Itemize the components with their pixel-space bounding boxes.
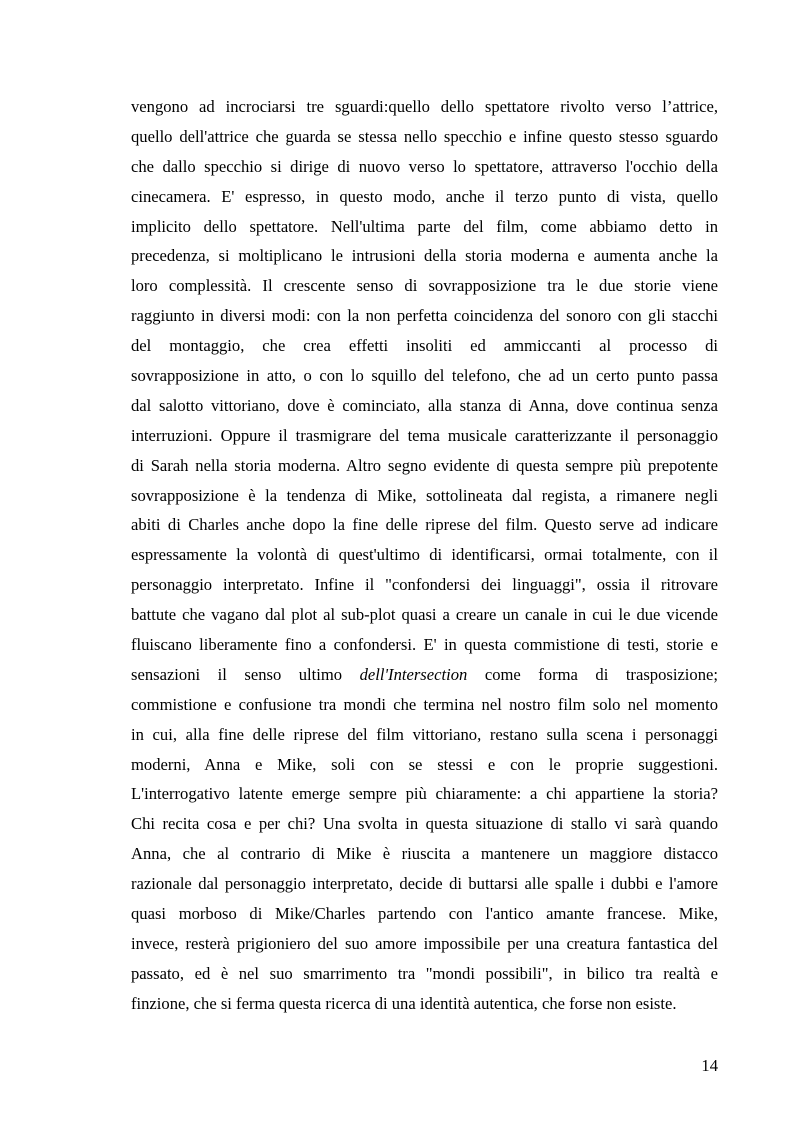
- text-line: passato, ed è nel suo smarrimento tra "mondi possibili", in bilico tra realtà e: [131, 963, 718, 983]
- text-line: vengono ad incrociarsi tre sguardi:quello dello spettatore rivolto verso l’attrice,: [131, 97, 718, 116]
- page-number: 14: [701, 1056, 718, 1075]
- text-line: del montaggio, che crea effetti insoliti ed ammiccanti al processo di: [131, 336, 718, 356]
- text-line: precedenza, si moltiplicano le intrusioni della storia moderna e aumenta anche la: [131, 246, 718, 266]
- text-line: finzione, che si ferma questa ricerca di una identità autentica, che forse non esiste.: [131, 993, 677, 1013]
- text-line: di Sarah nella storia moderna. Altro segno evidente di questa sempre più prepotente: [131, 455, 718, 475]
- text-line: dal salotto vittoriano, dove è cominciato, alla stanza di Anna, dove continua senza: [131, 395, 718, 415]
- text-line: invece, resterà prigioniero del suo amore impossibile per una creatura fantastica del: [131, 933, 718, 953]
- text-line: interruzioni. Oppure il trasmigrare del tema musicale caratterizzante il personaggio: [131, 425, 718, 445]
- text-line: abiti di Charles anche dopo la fine delle riprese del film. Questo serve ad indicare: [131, 515, 718, 535]
- text-segment: come forma di trasposizione;: [467, 664, 718, 684]
- text-line: in cui, alla fine delle riprese del film vittoriano, restano sulla scena i personaggi: [131, 724, 718, 744]
- text-line: loro complessità. Il crescente senso di sovrapposizione tra le due storie viene: [131, 276, 718, 296]
- text-line: personaggio interpretato. Infine il "confondersi dei linguaggi", ossia il ritrovare: [131, 575, 718, 595]
- text-line: moderni, Anna e Mike, soli con se stessi e con le proprie suggestioni.: [131, 754, 718, 774]
- text-line: razionale dal personaggio interpretato, decide di buttarsi alle spalle i dubbi e l'amore: [131, 874, 718, 894]
- text-line: cinecamera. E' espresso, in questo modo, anche il terzo punto di vista, quello: [131, 186, 718, 206]
- italic-term: dell'Intersection: [359, 664, 468, 684]
- text-line: quello dell'attrice che guarda se stessa nello specchio e infine questo stesso sguardo: [131, 126, 718, 146]
- text-line: che dallo specchio si dirige di nuovo verso lo spettatore, attraverso l'occhio della: [131, 156, 718, 176]
- text-segment: sensazioni il senso ultimo: [131, 664, 360, 684]
- body-paragraph: [131, 92, 718, 1019]
- text-line: Anna, che al contrario di Mike è riuscita a mantenere un maggiore distacco: [131, 844, 718, 864]
- text-line: implicito dello spettatore. Nell'ultima parte del film, come abbiamo detto in: [131, 216, 718, 236]
- text-line-with-italic: [131, 660, 718, 690]
- text-line: espressamente la volontà di quest'ultimo di identificarsi, ormai totalmente, con il: [131, 545, 718, 565]
- text-line: quasi morboso di Mike/Charles partendo con l'antico amante francese. Mike,: [131, 904, 718, 924]
- text-line: sovrapposizione è la tendenza di Mike, sottolineata dal regista, a rimanere negli: [131, 485, 718, 505]
- text-line: L'interrogativo latente emerge sempre più chiaramente: a chi appartiene la storia?: [131, 784, 718, 804]
- text-line: commistione e confusione tra mondi che termina nel nostro film solo nel momento: [131, 694, 718, 714]
- text-line: fluiscano liberamente fino a confondersi. E' in questa commistione di testi, storie e: [131, 635, 718, 655]
- text-line: sovrapposizione in atto, o con lo squillo del telefono, che ad un certo punto passa: [131, 366, 718, 386]
- text-line: raggiunto in diversi modi: con la non perfetta coincidenza del sonoro con gli stacchi: [131, 306, 718, 326]
- text-line: Chi recita cosa e per chi? Una svolta in questa situazione di stallo vi sarà quando: [131, 814, 718, 834]
- text-line: battute che vagano dal plot al sub-plot quasi a creare un canale in cui le due vicende: [131, 605, 718, 625]
